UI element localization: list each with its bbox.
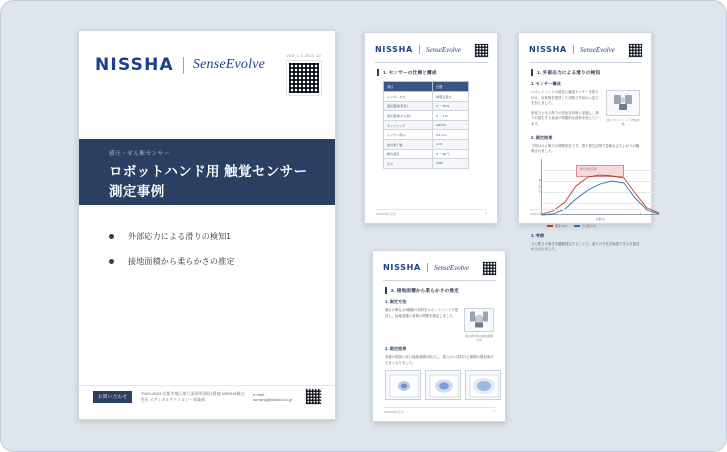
figure-sample-grip [464, 308, 494, 332]
table-row [384, 92, 469, 102]
chart-series-lines [542, 159, 660, 215]
section-marker [377, 69, 379, 76]
chart-annotation-label: 滑り発生区間 [580, 167, 597, 171]
cover-bullet-list [109, 231, 309, 281]
page-logo-lockup [529, 45, 615, 54]
senseevolve-logo: SenseEvolve [579, 45, 615, 54]
qr-code-icon[interactable] [629, 44, 642, 57]
cover-document-id: VER.1.1 2023.10 [286, 53, 321, 58]
page-logo-lockup [383, 263, 469, 272]
page-number: 3 [639, 212, 641, 215]
cover-title-line1: ロボットハンド用 触覚センサー [109, 164, 308, 179]
cover-title-band [79, 139, 335, 205]
contact-map-icon [426, 371, 462, 401]
page-body [377, 69, 486, 169]
page-number: 2 [485, 212, 487, 215]
cell-value: 静電容量式 [433, 92, 469, 102]
table-header-row [384, 82, 469, 92]
subsection-1-para-2: 垂直力とせん断力の変化を同時に記録し、滑りが発生する直前の特徴的な波形を捉えています。 [531, 110, 599, 127]
nissha-logo: NISSHA [529, 45, 567, 54]
subsection-2-para-1: 下図はせん断力の時間変化です。滑り発生区間で急峻な立ち上がりが観測されました。 [531, 143, 640, 154]
subsection-3-title: 3. 考察 [531, 232, 545, 238]
robot-hand-icon [611, 93, 635, 113]
cover-eyebrow: 感圧・せん断センサー [109, 151, 171, 157]
cell-item: 測定範囲(せん断) [384, 111, 433, 121]
cell-value: 4 ch [433, 139, 469, 149]
table-row [384, 130, 469, 140]
figure-caption: 図1 ロボットハンド把持状態 [606, 118, 640, 126]
table-row [384, 159, 469, 169]
spec-table [383, 81, 469, 169]
subsection-1-para-1: ロボットハンドの指先に触覚センサーを貼り付け、対象物を把持した状態で外部から応力を加えました。 [531, 90, 599, 106]
contact-email: e-mail : sensing@nissha.co.jp [253, 391, 293, 402]
footer-company: NISSHA株式会社 [384, 411, 405, 414]
cell-item: サンプリング [384, 120, 433, 130]
cell-item: 検出素子数 [384, 139, 433, 149]
nissha-logo: NISSHA [95, 55, 174, 75]
chart-x-axis-label: 時間 [s] [596, 217, 605, 221]
section-heading [531, 69, 640, 76]
page-footer [384, 407, 495, 414]
subsection-1-title: 1. センサー構成 [531, 81, 561, 86]
cell-item: センサー厚み [384, 130, 433, 140]
page-logo-lockup [375, 45, 461, 54]
chart-y-axis-label: せん断力 [N] [539, 179, 543, 194]
contact-map-icon [386, 371, 422, 401]
section-heading [377, 69, 486, 76]
table-row [384, 120, 469, 130]
section-heading [385, 287, 494, 294]
logo-divider [573, 45, 574, 54]
section-marker [531, 69, 533, 76]
page-body [385, 287, 494, 400]
page-spec[interactable] [364, 32, 498, 224]
senseevolve-logo: SenseEvolve [192, 57, 266, 72]
contact-map-icon [466, 371, 502, 401]
footer-company: NISSHA株式会社 [376, 213, 397, 216]
gripper-icon [468, 311, 490, 330]
table-row [384, 111, 469, 121]
cell-value: USB [433, 159, 469, 169]
legend-label: せん断力 Fx [581, 224, 597, 228]
subsection-1-para-1: 硬さの異なる3種類の試料をロボットハンドで把持し、接地面積と荷重の関係を測定しました。 [385, 308, 459, 318]
senseevolve-logo: SenseEvolve [433, 263, 469, 272]
subsection-2-para-1: 荷重の増加に伴い接地面積が拡大し、柔らかい試料ほど面積の増加率が大きくなりました。 [385, 355, 494, 365]
figure-caption: 図2 試料別の接地面積分布 [465, 334, 493, 342]
figure-contact-area-b [425, 370, 461, 400]
cover-footer [79, 385, 335, 407]
legend-swatch-icon [574, 225, 580, 227]
page-body [531, 69, 640, 257]
qr-code-icon[interactable] [287, 61, 321, 95]
bullet-dot-icon [109, 234, 114, 239]
page-spec-header-note: 1. センサーの仕様と構成 [383, 69, 437, 75]
bullet-dot-icon [109, 259, 114, 264]
company-address: 〒601-8023 京都市南区東九条西明田町1番地 NISSHA株式会社 メディカルテクノロジー事業部 [140, 390, 245, 402]
cover-title-line2: 測定事例 [109, 183, 165, 199]
cell-item: センサー方式 [384, 92, 433, 102]
footer-company: NISSHA株式会社 [530, 213, 551, 216]
page-slip[interactable] [518, 32, 652, 252]
figure-contact-area-a [385, 370, 421, 400]
cell-value: 0.6 mm [433, 130, 469, 140]
cell-value: 0 ～ 20 N [433, 101, 469, 111]
nissha-logo: NISSHA [383, 263, 421, 272]
table-row [384, 139, 469, 149]
list-item [109, 231, 309, 242]
subsection-2-title: 2. 測定結果 [385, 346, 407, 351]
cell-value: 100 Hz [433, 120, 469, 130]
cell-item: 測定範囲(垂直) [384, 101, 433, 111]
senseevolve-logo: SenseEvolve [425, 45, 461, 54]
legend-item [574, 224, 596, 228]
nissha-logo: NISSHA [375, 45, 413, 54]
page-footer [530, 209, 641, 216]
column-header-value: 仕様 [433, 82, 469, 92]
cover-logo-lockup [95, 55, 265, 75]
page-slip-header-note: 1. 外部応力による滑りの検知 [537, 69, 601, 75]
footer-qr-code-icon[interactable] [306, 389, 321, 404]
page-softness[interactable] [372, 250, 506, 422]
page-footer [376, 209, 487, 216]
table-row [384, 101, 469, 111]
section-marker [385, 287, 387, 294]
cover-bullet-2: 接地面積から柔らかさの推定 [128, 257, 235, 266]
legend-item [547, 224, 567, 228]
figure-hand [606, 90, 640, 116]
page-softness-header-note: 2. 接地面積から柔らかさの推定 [391, 287, 460, 293]
logo-divider [427, 263, 428, 272]
subsection-1-title: 1. 測定方法 [385, 299, 407, 304]
header-rule [529, 62, 642, 63]
cell-item: 出力 [384, 159, 433, 169]
subsection-2-title: 2. 測定結果 [531, 134, 553, 140]
contact-badge: お問い合わせ [93, 391, 132, 403]
page-number: 4 [493, 410, 495, 413]
cell-item: 動作温度 [384, 149, 433, 159]
cover-bullet-1: 外部応力による滑りの検知1 [128, 232, 232, 241]
figure-contact-area-c [465, 370, 501, 400]
header-rule [383, 280, 496, 281]
table-row [384, 149, 469, 159]
logo-divider [183, 57, 184, 74]
chart-legend [547, 224, 640, 228]
legend-swatch-icon [547, 225, 553, 227]
header-rule [375, 62, 488, 63]
cover-page[interactable] [78, 30, 336, 420]
logo-divider [419, 45, 420, 54]
qr-code-icon[interactable] [475, 44, 488, 57]
subsection-3-para-1: せん断力の傾きを閾値判定することで、滑りの予兆を検知できる可能性が示されました。 [531, 241, 640, 252]
column-header-item: 項目 [384, 82, 433, 92]
qr-code-icon[interactable] [483, 262, 496, 275]
legend-label: 垂直力 Fz [555, 224, 567, 228]
cell-value: 0 ～ 5 N [433, 111, 469, 121]
cell-value: 0 ～ 50 ℃ [433, 149, 469, 159]
list-item [109, 256, 309, 267]
